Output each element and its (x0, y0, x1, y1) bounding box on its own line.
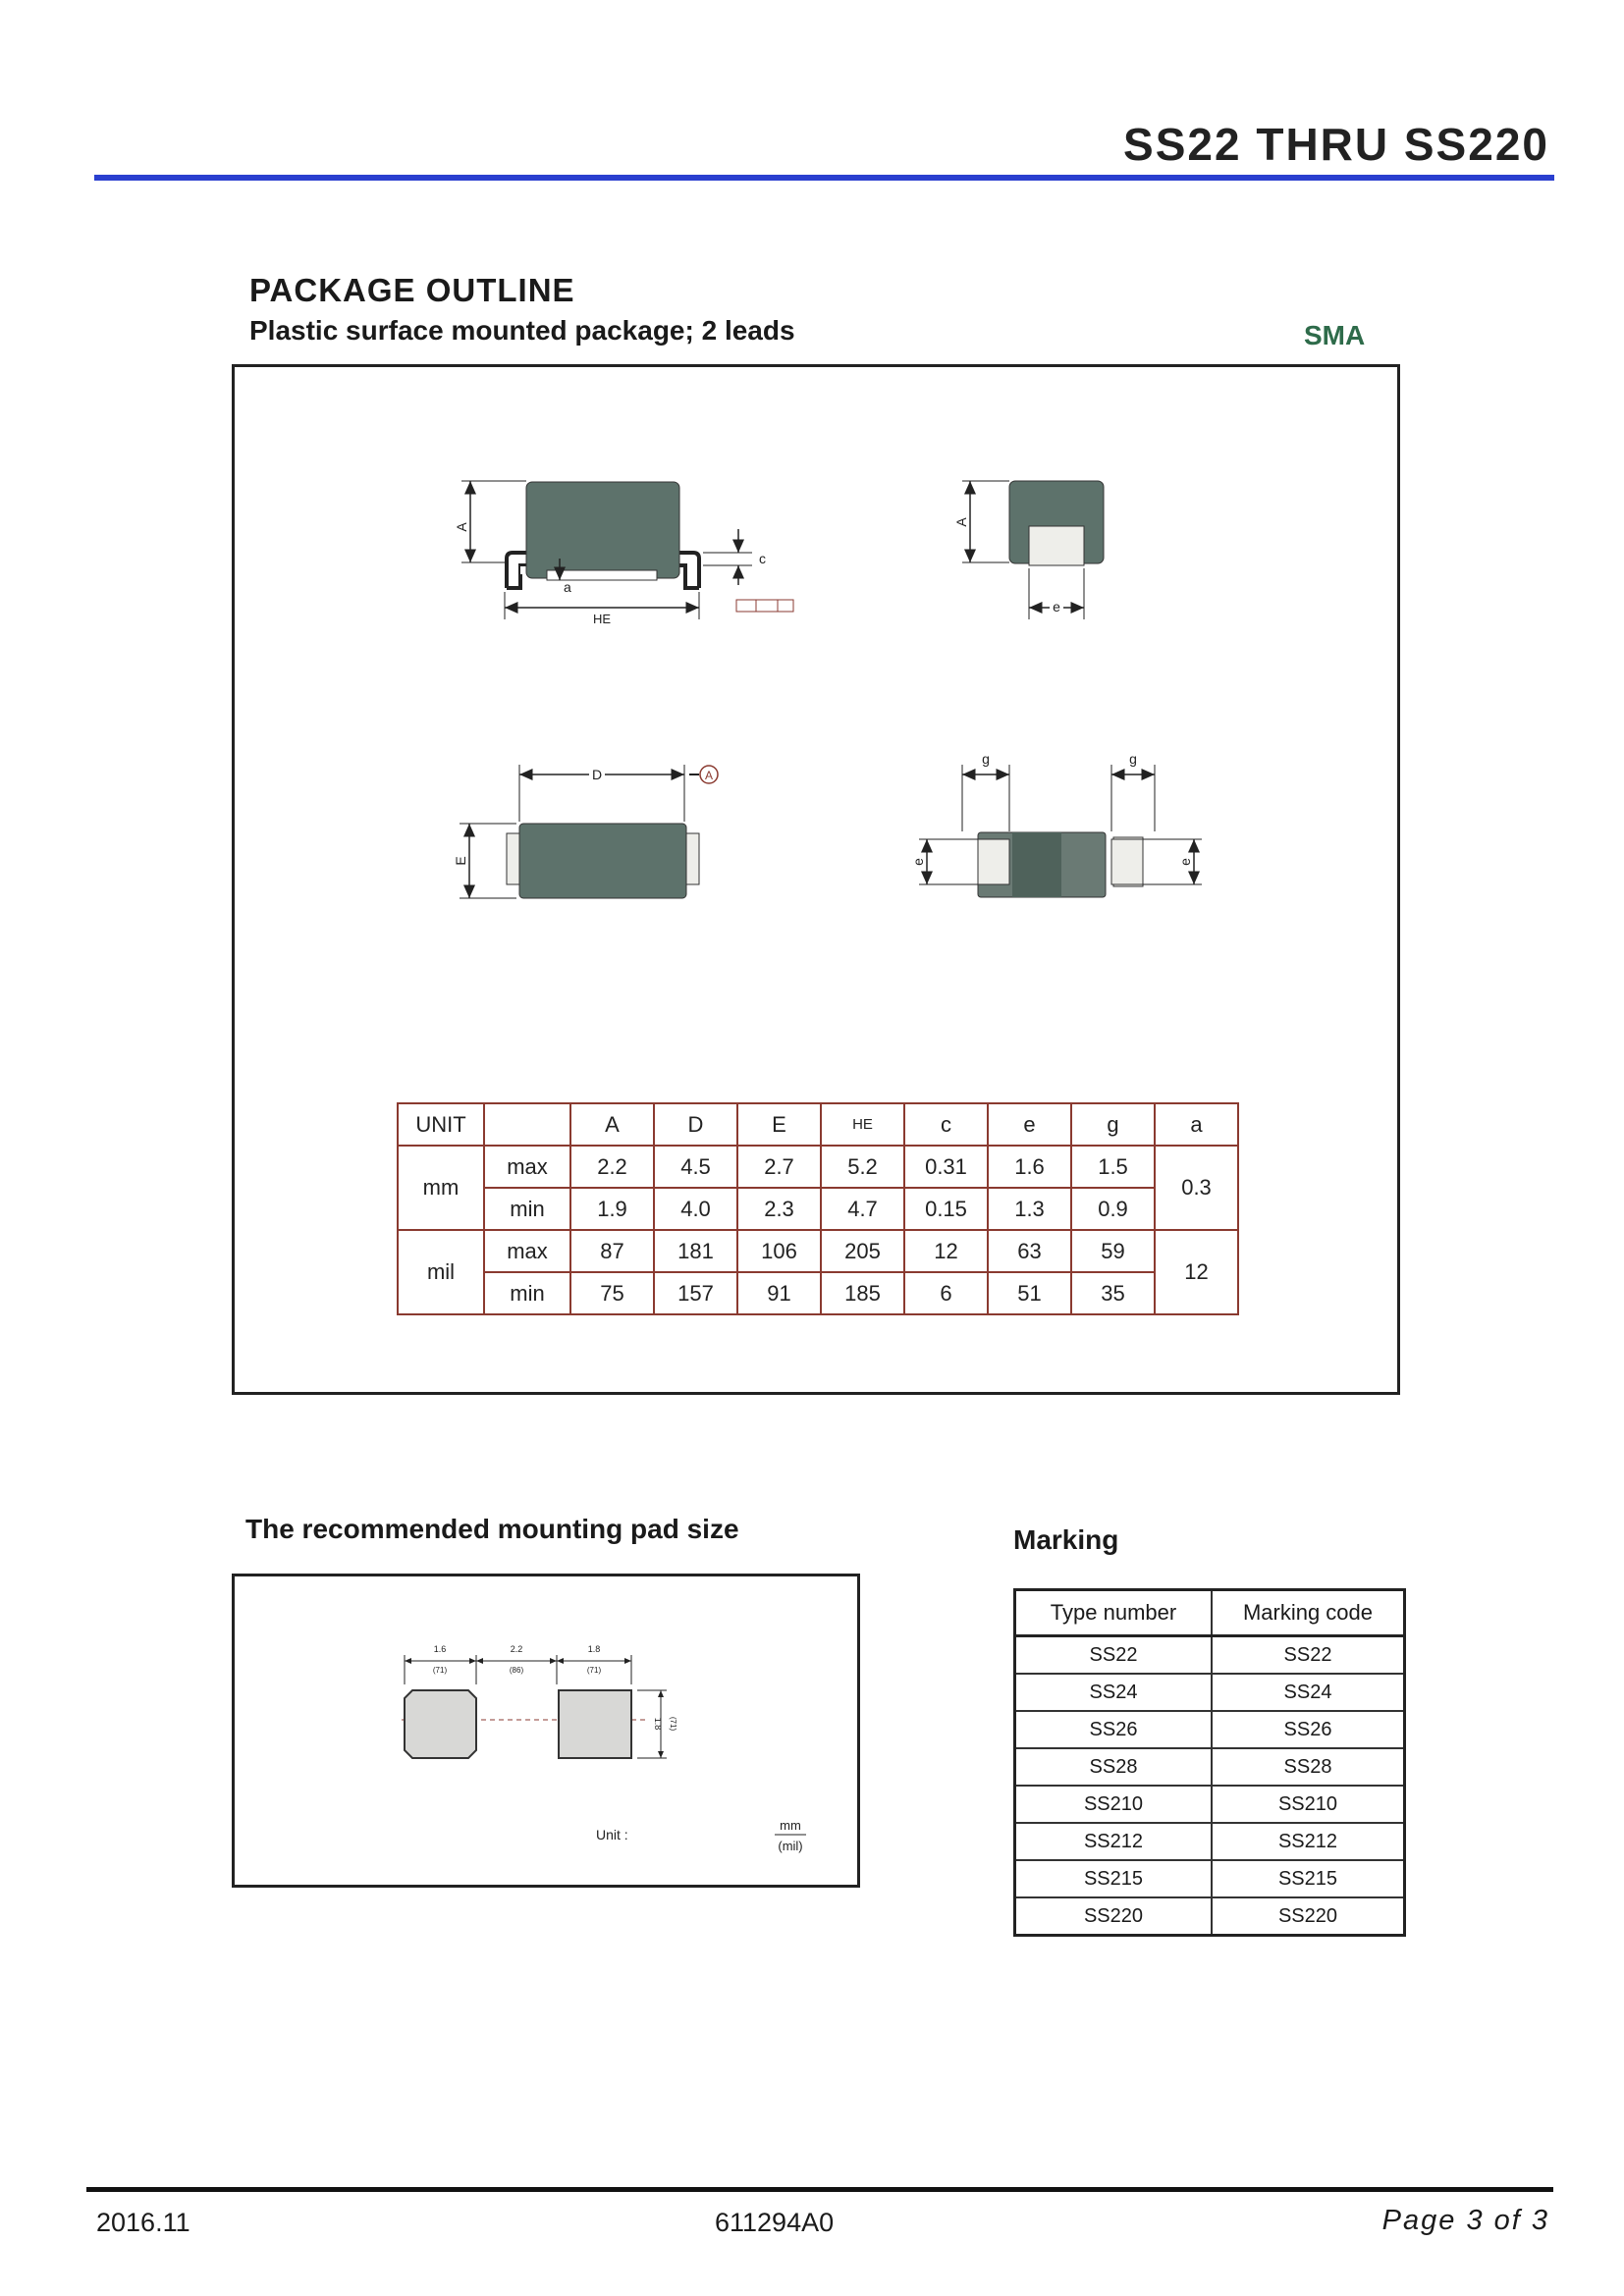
value-cell: 5.2 (821, 1146, 904, 1188)
label-d: D (591, 767, 603, 782)
value-cell: 106 (737, 1230, 821, 1272)
value-cell: 4.5 (654, 1146, 737, 1188)
header-rule (94, 175, 1554, 181)
value-cell: 1.6 (988, 1146, 1071, 1188)
value-cell: 205 (821, 1230, 904, 1272)
pad-dim-height: 1.8 (653, 1717, 663, 1731)
marking-code-cell: SS212 (1212, 1823, 1405, 1860)
value-cell: 0.31 (904, 1146, 988, 1188)
value-cell: 4.0 (654, 1188, 737, 1230)
value-cell: 12 (904, 1230, 988, 1272)
table-header-cell: c (904, 1103, 988, 1146)
table-header-cell: A (570, 1103, 654, 1146)
value-cell: 6 (904, 1272, 988, 1314)
pad-right (559, 1690, 631, 1758)
value-cell: 91 (737, 1272, 821, 1314)
label-a-end: A (953, 517, 969, 527)
limit-cell: min (484, 1272, 570, 1314)
value-cell: 2.2 (570, 1146, 654, 1188)
label-e-pad-right: e (1177, 858, 1193, 866)
mounting-pad-drawing (235, 1576, 857, 1885)
value-cell: 1.5 (1071, 1146, 1155, 1188)
table-header-cell: a (1155, 1103, 1238, 1146)
value-cell: 75 (570, 1272, 654, 1314)
pad-dim-left-mil: (71) (432, 1666, 448, 1675)
value-cell: 4.7 (821, 1188, 904, 1230)
value-cell: 181 (654, 1230, 737, 1272)
table-row (1015, 1748, 1405, 1786)
marking-code-cell: SS28 (1212, 1748, 1405, 1786)
value-cell-a: 12 (1155, 1230, 1238, 1314)
table-header-row (1015, 1590, 1405, 1636)
table-header-cell: g (1071, 1103, 1155, 1146)
table-header-cell (484, 1103, 570, 1146)
marking-table (1013, 1588, 1406, 1937)
marking-code-cell: SS22 (1212, 1636, 1405, 1675)
dimension-table (397, 1102, 1239, 1315)
type-number-cell: SS215 (1015, 1860, 1213, 1897)
label-g-right: g (1129, 751, 1137, 767)
pad-dim-left: 1.6 (433, 1644, 447, 1654)
type-number-cell: SS212 (1015, 1823, 1213, 1860)
table-header-cell: D (654, 1103, 737, 1146)
marking-code-cell: SS210 (1212, 1786, 1405, 1823)
table-header-cell: Marking code (1212, 1590, 1405, 1636)
table-header-cell: E (737, 1103, 821, 1146)
table-header-row (398, 1103, 1238, 1146)
value-cell-a: 0.3 (1155, 1146, 1238, 1230)
table-row (1015, 1786, 1405, 1823)
footer-rule (86, 2187, 1553, 2192)
unit-cell: mil (398, 1230, 484, 1314)
footer-document-code: 611294A0 (715, 2208, 835, 2237)
label-e-end: e (1053, 599, 1060, 614)
limit-cell: max (484, 1146, 570, 1188)
label-a-standoff: a (564, 579, 571, 595)
table-row (398, 1188, 1238, 1230)
type-number-cell: SS220 (1015, 1897, 1213, 1936)
package-name: SMA (1304, 320, 1366, 350)
value-cell: 2.7 (737, 1146, 821, 1188)
pad-dim-gap-mil: (86) (509, 1666, 524, 1675)
pad-dim-right-mil: (71) (586, 1666, 602, 1675)
value-cell: 63 (988, 1230, 1071, 1272)
label-a-height: A (454, 522, 469, 532)
marking-code-cell: SS24 (1212, 1674, 1405, 1711)
value-cell: 59 (1071, 1230, 1155, 1272)
table-row (398, 1230, 1238, 1272)
label-datum-a: A (704, 769, 714, 782)
table-row (398, 1272, 1238, 1314)
pad-left (405, 1690, 476, 1758)
value-cell: 1.9 (570, 1188, 654, 1230)
unit-mil: (mil) (778, 1839, 803, 1853)
side-view-drawing (454, 481, 793, 626)
value-cell: 35 (1071, 1272, 1155, 1314)
type-number-cell: SS22 (1015, 1636, 1213, 1675)
limit-cell: min (484, 1188, 570, 1230)
value-cell: 0.15 (904, 1188, 988, 1230)
table-row (1015, 1636, 1405, 1675)
pad-dim-right: 1.8 (587, 1644, 601, 1654)
table-row (398, 1146, 1238, 1188)
table-row (1015, 1823, 1405, 1860)
table-header-cell: UNIT (398, 1103, 484, 1146)
top-view-drawing (453, 765, 718, 898)
mounting-pad-heading: The recommended mounting pad size (245, 1514, 739, 1544)
table-header-cell: Type number (1015, 1590, 1213, 1636)
end-view-drawing (953, 481, 1104, 619)
bottom-view-drawing (910, 751, 1202, 897)
value-cell: 185 (821, 1272, 904, 1314)
unit-cell: mm (398, 1146, 484, 1230)
table-row (1015, 1860, 1405, 1897)
unit-label: Unit : (596, 1827, 628, 1842)
label-e-pad-left: e (910, 858, 926, 866)
document-title: SS22 THRU SS220 (1123, 119, 1549, 170)
pad-dim-height-mil: (71) (669, 1716, 677, 1732)
marking-code-cell: SS26 (1212, 1711, 1405, 1748)
value-cell: 51 (988, 1272, 1071, 1314)
table-row (1015, 1674, 1405, 1711)
value-cell: 1.3 (988, 1188, 1071, 1230)
label-g-left: g (982, 751, 990, 767)
package-outline-drawings (232, 364, 1400, 1110)
unit-mm: mm (780, 1818, 801, 1833)
marking-heading: Marking (1013, 1524, 1119, 1555)
marking-code-cell: SS215 (1212, 1860, 1405, 1897)
value-cell: 2.3 (737, 1188, 821, 1230)
table-header-cell: e (988, 1103, 1071, 1146)
value-cell: 157 (654, 1272, 737, 1314)
type-number-cell: SS26 (1015, 1711, 1213, 1748)
table-header-cell: HE (821, 1103, 904, 1146)
table-row (1015, 1897, 1405, 1936)
value-cell: 0.9 (1071, 1188, 1155, 1230)
type-number-cell: SS210 (1015, 1786, 1213, 1823)
mounting-pad-frame (232, 1574, 860, 1888)
footer-page-number: Page 3 of 3 (1381, 2205, 1549, 2236)
label-c: c (759, 551, 766, 566)
package-outline-heading: PACKAGE OUTLINE (249, 272, 575, 308)
pad-dim-gap: 2.2 (510, 1644, 523, 1654)
footer-date: 2016.11 (96, 2208, 190, 2237)
table-row (1015, 1711, 1405, 1748)
value-cell: 87 (570, 1230, 654, 1272)
package-outline-subheading: Plastic surface mounted package; 2 leads (249, 315, 795, 346)
label-he: HE (592, 612, 612, 626)
limit-cell: max (484, 1230, 570, 1272)
type-number-cell: SS24 (1015, 1674, 1213, 1711)
label-e-width: E (453, 856, 468, 866)
type-number-cell: SS28 (1015, 1748, 1213, 1786)
marking-code-cell: SS220 (1212, 1897, 1405, 1936)
